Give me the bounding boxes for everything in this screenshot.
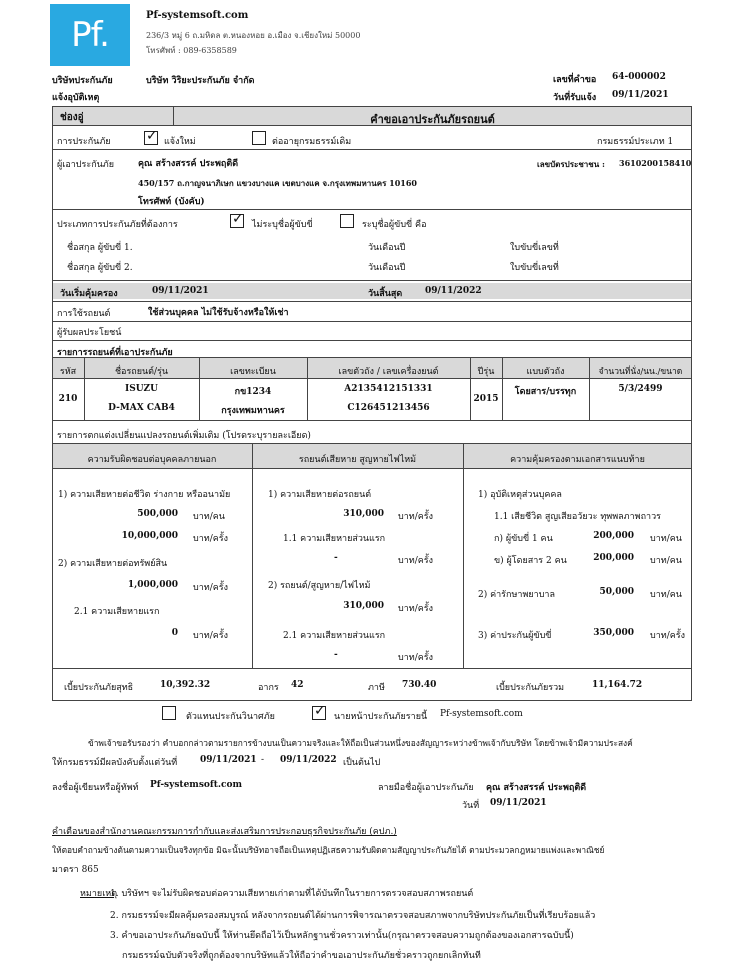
- c3-item1: 1) อุบัติเหตุส่วนบุคคล: [478, 490, 562, 500]
- driver-2-license-label: ใบขับขี่เลขที่: [510, 263, 559, 273]
- col-chassis-header: เลขตัวถัง / เลขเครื่องยนต์: [338, 367, 439, 377]
- check-icon: ✓: [314, 703, 326, 719]
- sign-date-label: วันที่: [462, 801, 480, 811]
- c3-b: ข) ผู้โดยสาร 2 คน: [494, 556, 567, 566]
- col-model-header: ชื่อรถยนต์/รุ่น: [114, 367, 169, 377]
- c1-u2: บาท/ครั้ง: [193, 534, 228, 544]
- c3-item2: 2) ค่ารักษาพยาบาล: [478, 590, 555, 600]
- c2-item2: 2) รถยนต์/สูญหาย/ไฟไหม้: [268, 581, 371, 591]
- period-start: 09/11/2021: [152, 286, 209, 296]
- declaration-to: 09/11/2022: [280, 755, 337, 765]
- c3-u3: บาท/คน: [650, 590, 682, 600]
- agent-checkbox[interactable]: [162, 706, 176, 720]
- c2-u4: บาท/ครั้ง: [398, 653, 433, 663]
- c2-v2: -: [334, 553, 338, 563]
- check-icon: ✓: [146, 128, 158, 144]
- renew-label: ต่ออายุกรมธรรม์เดิม: [272, 137, 352, 147]
- col-capacity-header: จำนวนที่นั่ง/นน./ขนาด: [598, 367, 683, 377]
- c1-u3: บาท/ครั้ง: [193, 583, 228, 593]
- usage-value: ใช้ส่วนบุคคล ไม่ใช้รับจ้างหรือให้เช่า: [148, 308, 289, 318]
- form-title: คำขอเอาประกันภัยรถยนต์: [370, 113, 495, 126]
- vehicle-engine: C126451213456: [347, 403, 430, 413]
- coverage-col3-title: ความคุ้มครองตามเอกสารแนบท้าย: [510, 455, 645, 465]
- vehicle-body: โดยสาร/บรรทุก: [514, 387, 577, 397]
- c1-v2: 10,000,000: [121, 531, 178, 541]
- warning-title: คำเตือนของสำนักงานคณะกรรมการกำกับและส่งเสริมการประกอบธุรกิจประกันภัย (คปภ.): [52, 827, 397, 837]
- stamp-label: อากร: [258, 683, 279, 693]
- company-address: 236/3 หมู่ 6 ถ.มหิดล ต.หนองหอย อ.เมือง จ.เชียงใหม่ 50000: [146, 31, 361, 40]
- vehicle-code: 210: [58, 394, 78, 404]
- stamp-value: 42: [291, 680, 304, 690]
- period-end: 09/11/2022: [425, 286, 482, 296]
- premium-total-label: เบี้ยประกันภัยรวม: [496, 683, 565, 693]
- signer-name: Pf-systemsoft.com: [150, 780, 243, 790]
- check-icon: ✓: [232, 211, 244, 227]
- vehicle-make: ISUZU: [125, 384, 158, 394]
- named-driver-label: ระบุชื่อผู้ขับขี่ คือ: [362, 220, 427, 230]
- c2-item21: 2.1 ความเสียหายส่วนแรก: [283, 631, 386, 641]
- coverage-col2-title: รถยนต์เสียหาย สูญหายไฟไหม้: [298, 455, 417, 465]
- id-number: 3610200158410: [619, 158, 692, 168]
- vehicle-chassis: A2135412151331: [344, 384, 433, 394]
- c2-u3: บาท/ครั้ง: [398, 604, 433, 614]
- declaration-prefix: ให้กรมธรรม์มีผลบังคับตั้งแต่วันที่: [52, 758, 178, 768]
- signer-label: ลงชื่อผู้เขียนหรือผู้ทัพท์: [52, 783, 139, 793]
- c3-u1: บาท/คน: [650, 534, 682, 544]
- insurer-name: บริษัท วิริยะประกันภัย จำกัด: [146, 76, 255, 86]
- broker-name: Pf-systemsoft.com: [440, 709, 523, 719]
- company-logo: [50, 4, 130, 66]
- c1-item2: 2) ความเสียหายต่อทรัพย์สิน: [58, 559, 168, 569]
- c3-v4: 350,000: [593, 628, 634, 638]
- request-no-label: เลขที่คำขอ: [553, 75, 597, 85]
- insurance-type-label: การประกันภัย: [57, 137, 111, 147]
- vehicle-model: D-MAX CAB4: [108, 403, 175, 413]
- company-name: Pf-systemsoft.com: [146, 10, 249, 21]
- vehicle-section-label: รายการรถยนต์ที่เอาประกันภัย: [57, 348, 173, 358]
- c2-item1: 1) ความเสียหายต่อรถยนต์: [268, 490, 372, 500]
- policy-type: กรมธรรม์ประเภท 1: [597, 137, 674, 147]
- logo-text: Pf.: [71, 15, 109, 55]
- insured-sign-name: คุณ สร้างสรรค์ ประพฤติดี: [486, 783, 587, 793]
- modifications-label: รายการตกแต่งเปลี่ยนแปลงรถยนต์เพิ่มเติม (โปรดระบุรายละเอียด): [57, 431, 311, 441]
- declaration-dash: -: [261, 755, 265, 765]
- usage-label: การใช้รถยนต์: [57, 309, 111, 319]
- c1-item21: 2.1 ความเสียหายแรก: [74, 607, 160, 617]
- tax-value: 730.40: [402, 680, 437, 690]
- driver-type-label: ประเภทการประกันภัยที่ต้องการ: [57, 220, 178, 230]
- c1-v4: 0: [171, 628, 178, 638]
- note-3: 3. คำขอเอาประกันภัยฉบับนี้ ให้ท่านยึดถือไว้เป็นหลักฐานชั่วคราวเท่านั้น(กรุณาตรวจสอบความถูกต้องของเอกสารฉบับนี้): [110, 931, 574, 941]
- col-code-header: รหัส: [59, 367, 77, 377]
- c3-u2: บาท/คน: [650, 556, 682, 566]
- title-left: ช่องอู่: [60, 112, 84, 123]
- c2-v4: -: [334, 650, 338, 660]
- driver-1-dob-label: วันเดือนปี: [368, 243, 406, 253]
- insurer-label-1: บริษัทประกันภัย: [52, 76, 113, 86]
- vehicle-province: กรุงเทพมหานคร: [221, 406, 285, 416]
- period-start-label: วันเริ่มคุ้มครอง: [60, 289, 118, 299]
- premium-total: 11,164.72: [592, 680, 643, 690]
- period-end-label: วันสิ้นสุด: [368, 289, 403, 299]
- id-label: เลขบัตรประชาชน :: [537, 159, 605, 169]
- driver-1-license-label: ใบขับขี่เลขที่: [510, 243, 559, 253]
- notify-date-label: วันที่รับแจ้ง: [553, 93, 597, 103]
- insurer-label-2: แจ้งอุบัติเหตุ: [52, 93, 100, 103]
- c1-v3: 1,000,000: [127, 580, 178, 590]
- driver-1-label: ชื่อสกุล ผู้ขับขี่ 1.: [67, 243, 133, 253]
- c3-item3: 3) ค่าประกันผู้ขับขี่: [478, 631, 552, 641]
- note-2: 2. กรมธรรม์จะมีผลคุ้มครองสมบูรณ์ หลังจากรถยนต์ได้ผ่านการพิจารณาตรวจสอบสภาพจากบริษัทประกันภัยเป็นที่เรียบร้อยแล้ว: [110, 911, 596, 921]
- sign-date: 09/11/2021: [490, 798, 547, 808]
- declaration-suffix: เป็นต้นไป: [343, 758, 381, 768]
- c1-item1: 1) ความเสียหายต่อชีวิต ร่างกาย หรืออนามัย: [58, 490, 231, 500]
- c3-v2: 200,000: [593, 553, 634, 563]
- broker-checkbox[interactable]: [312, 703, 326, 720]
- beneficiary-label: ผู้รับผลประโยชน์: [57, 328, 122, 338]
- c3-a: ก) ผู้ขับขี่ 1 คน: [494, 534, 553, 544]
- unnamed-driver-checkbox[interactable]: [230, 211, 244, 228]
- c2-v1: 310,000: [343, 509, 384, 519]
- driver-2-dob-label: วันเดือนปี: [368, 263, 406, 273]
- insured-name: คุณ สร้างสรรค์ ประพฤติดี: [138, 159, 239, 169]
- c1-v1: 500,000: [137, 509, 178, 519]
- new-insurance-label: แจ้งใหม่: [164, 137, 196, 147]
- col-plate-header: เลขทะเบียน: [230, 367, 276, 377]
- declaration-line1: ข้าพเจ้าขอรับรองว่า คำบอกกล่าวตามรายการข้างบนเป็นความจริงและให้ถือเป็นส่วนหนึ่งของสัญญาระหว่างข้าพเจ้ากับบริษัท โดยข้าพเจ้ามีความประสงค์: [88, 738, 633, 748]
- vehicle-year: 2015: [473, 394, 499, 404]
- new-insurance-checkbox[interactable]: [144, 128, 158, 145]
- premium-net: 10,392.32: [160, 680, 211, 690]
- c2-u1: บาท/ครั้ง: [398, 512, 433, 522]
- c2-v3: 310,000: [343, 601, 384, 611]
- c3-u4: บาท/ครั้ง: [650, 631, 685, 641]
- agent-label: ตัวแทนประกันวินาศภัย: [186, 712, 275, 722]
- broker-label: นายหน้าประกันภัยรายนี้: [334, 712, 428, 722]
- notes-label: หมายเหตุ: [80, 889, 118, 899]
- insured-label: ผู้เอาประกันภัย: [57, 160, 114, 170]
- note-1: 1. บริษัทฯ จะไม่รับผิดชอบต่อความเสียหายเก่าตามที่ได้บันทึกในรายการตรวจสอบสภาพรถยนต์: [110, 889, 474, 899]
- warning-line1: ให้ตอบคำถามข้างต้นตามความเป็นจริงทุกข้อ มิฉะนั้นบริษัทอาจถือเป็นเหตุปฏิเสธความรับผิดตามสัญญาประกันภัยได้ ตามประมวลกฎหมายแพ่งและพาณิชย์: [52, 845, 605, 855]
- declaration-from: 09/11/2021: [200, 755, 257, 765]
- c1-u4: บาท/ครั้ง: [193, 631, 228, 641]
- note-4: กรมธรรม์ฉบับตัวจริงที่ถูกต้องจากบริษัทแล้วให้ถือว่าคำขอเอาประกันภัยชั่วคราวถูกยกเลิกทันที: [122, 951, 481, 961]
- insured-phone: โทรศัพท์ (บังคับ): [138, 197, 205, 207]
- insured-sign-label: ลายมือชื่อผู้เอาประกันภัย: [378, 783, 474, 793]
- insured-address: 450/157 ถ.กาญจนาภิเษก แขวงบางแค เขตบางแค จ.กรุงเทพมหานคร 10160: [138, 178, 417, 188]
- named-driver-checkbox[interactable]: [340, 214, 354, 228]
- renew-checkbox[interactable]: [252, 131, 266, 145]
- request-no: 64-000002: [612, 72, 666, 82]
- c3-v3: 50,000: [599, 587, 634, 597]
- driver-2-label: ชื่อสกุล ผู้ขับขี่ 2.: [67, 263, 133, 273]
- company-phone: โทรศัพท์ : 089-6358589: [146, 46, 237, 55]
- c3-v1: 200,000: [593, 531, 634, 541]
- col-body-header: แบบตัวถัง: [526, 367, 565, 377]
- premium-net-label: เบี้ยประกันภัยสุทธิ: [64, 683, 134, 693]
- c2-u2: บาท/ครั้ง: [398, 556, 433, 566]
- unnamed-driver-label: ไม่ระบุชื่อผู้ขับขี่: [252, 220, 313, 230]
- vehicle-capacity: 5/3/2499: [618, 384, 663, 394]
- vehicle-plate: กข1234: [234, 387, 272, 397]
- warning-line2: มาตรา 865: [52, 865, 99, 875]
- c2-item11: 1.1 ความเสียหายส่วนแรก: [283, 534, 386, 544]
- c1-u1: บาท/คน: [193, 512, 225, 522]
- notify-date: 09/11/2021: [612, 90, 669, 100]
- c3-item11: 1.1 เสียชีวิต สูญเสียอวัยวะ ทุพพลภาพถาวร: [494, 512, 661, 522]
- tax-label: ภาษี: [368, 683, 385, 693]
- coverage-col1-title: ความรับผิดชอบต่อบุคคลภายนอก: [87, 455, 217, 465]
- col-year-header: ปีรุ่น: [477, 367, 495, 377]
